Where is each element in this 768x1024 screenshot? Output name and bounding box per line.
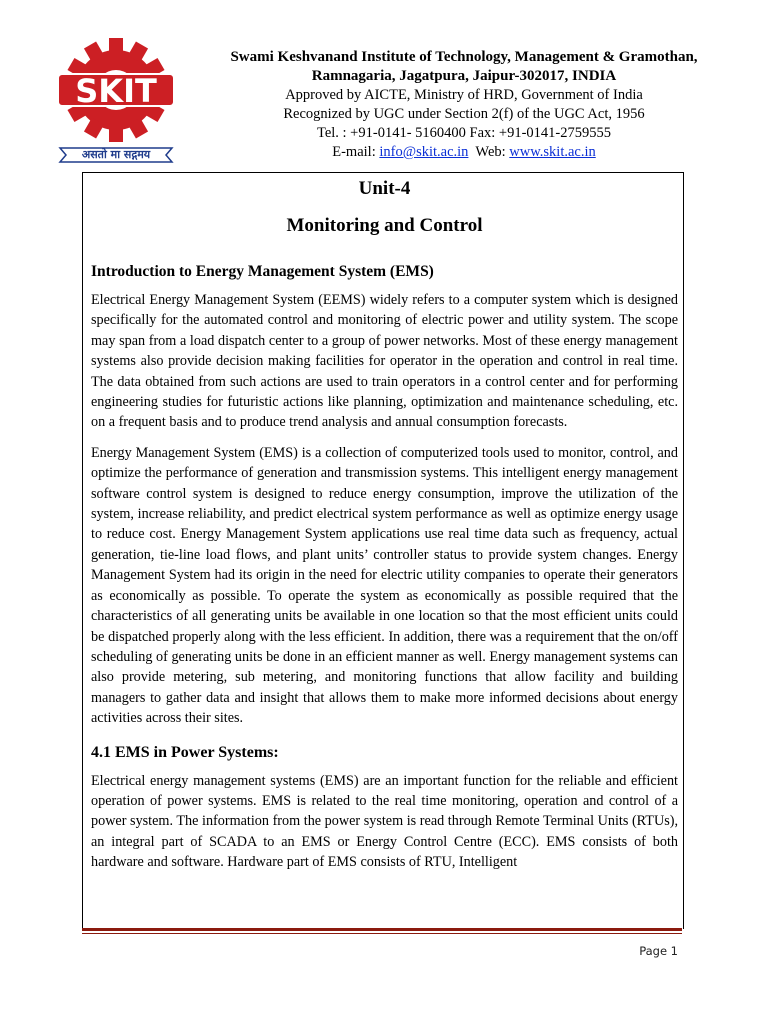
footer-rule: [82, 928, 682, 934]
institute-address: Ramnagaria, Jagatpura, Jaipur-302017, INDIA: [311, 68, 617, 84]
web-link[interactable]: www.skit.ac.in: [509, 144, 596, 160]
unit-number: Unit-4: [358, 178, 411, 199]
institute-header: [186, 48, 742, 162]
recognition-line: Recognized by UGC under Section 2(f) of the UGC Act, 1956: [283, 106, 645, 122]
contact-line: [186, 143, 742, 162]
paragraph-2: Energy Management System (EMS) is a collection of computerized tools used to monitor, control, and optimize the performance of generation and transmission systems. This intelligent energy management software control system is designed to reduce energy consumption, improve the utilization of the system, increase reliability, and predict electrical system performance as well as optimize energy usage to reduce cost. Energy Management System applications use real time data such as frequency, actual generation, tie-line load flows, and plant units’ controller status to provide system changes. Energy Management System had its origin in the need for electric utility companies to operate their generators as economically as possible. To operate the system as economically as possible required that the characteristics of all generating units be available in one location so that the most efficient units could be dispatched properly along with the less efficient. In addition, there was a requirement that the on/off scheduling of generating units be done in an efficient manner as well. Energy management systems can also provide metering, sub metering, and monitoring functions that allow facility and building managers to gather data and insight that allows them to make more informed decisions about energy activities across their sites.: [91, 444, 678, 727]
phone-line: Tel. : +91-0141- 5160400 Fax: +91-0141-2759555: [316, 125, 612, 141]
paragraph-1: Electrical Energy Management System (EEMS) widely refers to a computer system which is designed specifically for the automated control and monitoring of electric power and utility system. The scope may span from a load dispatch center to a group of power networks. Most of these energy management systems also provide decision making facilities for operator in the operation and control in real time. The data obtained from such actions are used to train operators in a control center and for performing engineering studies for futuristic actions like planning, optimization and maintenance scheduling, etc. on a frequent basis and to produce trend analysis and annual consumption forecasts.: [91, 292, 678, 431]
logo-tagline: असतो मा सद्गमय: [81, 148, 151, 161]
institute-logo: [56, 34, 176, 168]
unit-title: Monitoring and Control: [286, 215, 483, 236]
logo-text: SKIT: [75, 72, 157, 110]
web-label: Web:: [475, 144, 506, 160]
institute-name: Swami Keshvanand Institute of Technology, Management & Gramothan,: [230, 49, 698, 65]
gear-logo-icon: [56, 34, 176, 146]
content-frame: [82, 172, 684, 929]
section-heading-ems: 4.1 EMS in Power Systems:: [91, 743, 279, 761]
page-number: Page 1: [639, 944, 678, 958]
section-heading-intro: Introduction to Energy Management System (EMS): [91, 263, 434, 280]
email-label: E-mail:: [332, 144, 376, 160]
approval-line: Approved by AICTE, Ministry of HRD, Government of India: [285, 87, 643, 103]
email-link[interactable]: info@skit.ac.in: [379, 144, 469, 160]
paragraph-3: Electrical energy management systems (EMS) are an important function for the reliable and efficient operation of power systems. EMS is related to the real time monitoring, operation and control of a power system. The information from the power system is read through Remote Terminal Units (RTUs), an integral part of SCADA to an EMS or Energy Control Centre (ECC). EMS consists of both hardware and software. Hardware part of EMS consists of RTU, Intelligent: [91, 772, 678, 871]
